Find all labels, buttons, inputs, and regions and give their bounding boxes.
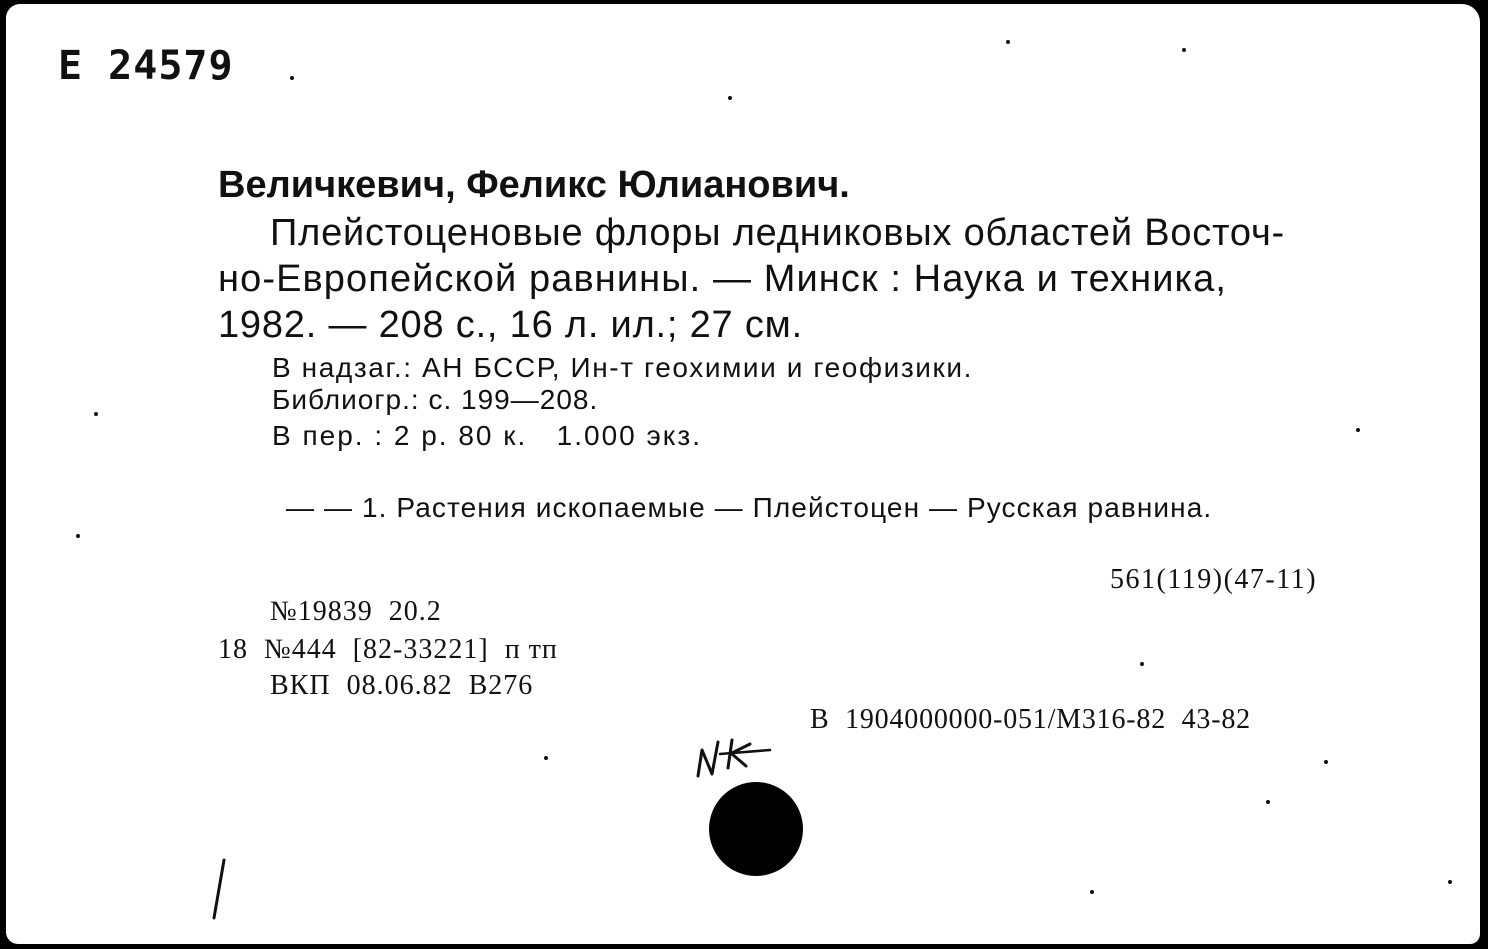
note-institution: В надзаг.: АН БССР, Ин-т геохимии и геофизики. [272, 352, 973, 383]
subject-headings: — — 1. Растения ископаемые — Плейстоцен — Русская равнина. [286, 492, 1213, 523]
catalog-code: В 1904000000-051/М316-82 43-82 [810, 704, 1251, 735]
title-line-1: Плейстоценовые флоры ледниковых областей Восточ- [270, 212, 1286, 254]
speck [1006, 40, 1010, 44]
speck [1090, 890, 1094, 894]
speck [544, 756, 548, 760]
punch-hole [709, 782, 803, 876]
speck [1356, 428, 1360, 432]
handwritten-mark [690, 720, 780, 784]
title-line-2: но-Европейской равнины. — Минск : Наука и техника, [218, 258, 1228, 300]
pen-stroke [202, 856, 232, 926]
speck [1266, 800, 1270, 804]
speck [1324, 760, 1328, 764]
speck [1448, 880, 1452, 884]
order-line-1: №19839 20.2 [270, 596, 442, 627]
order-line-3: ВКП 08.06.82 В276 [270, 670, 534, 701]
classification-code: 561(119)(47-11) [1110, 564, 1318, 595]
speck [1182, 48, 1186, 52]
order-line-2: 18 №444 [82-33221] п тп [218, 634, 558, 665]
note-bibliography: Библиогр.: с. 199—208. [272, 384, 599, 415]
speck [1140, 662, 1144, 666]
catalog-card [6, 4, 1480, 944]
speck [728, 96, 732, 100]
speck [290, 76, 294, 80]
note-price-copies: В пер. : 2 р. 80 к. 1.000 экз. [272, 420, 702, 451]
speck [94, 412, 98, 416]
author-heading: Величкевич, Феликс Юлианович. [218, 164, 850, 206]
speck [76, 534, 80, 538]
inventory-number: Е 24579 [58, 43, 234, 89]
title-line-3: 1982. — 208 с., 16 л. ил.; 27 см. [218, 304, 803, 346]
